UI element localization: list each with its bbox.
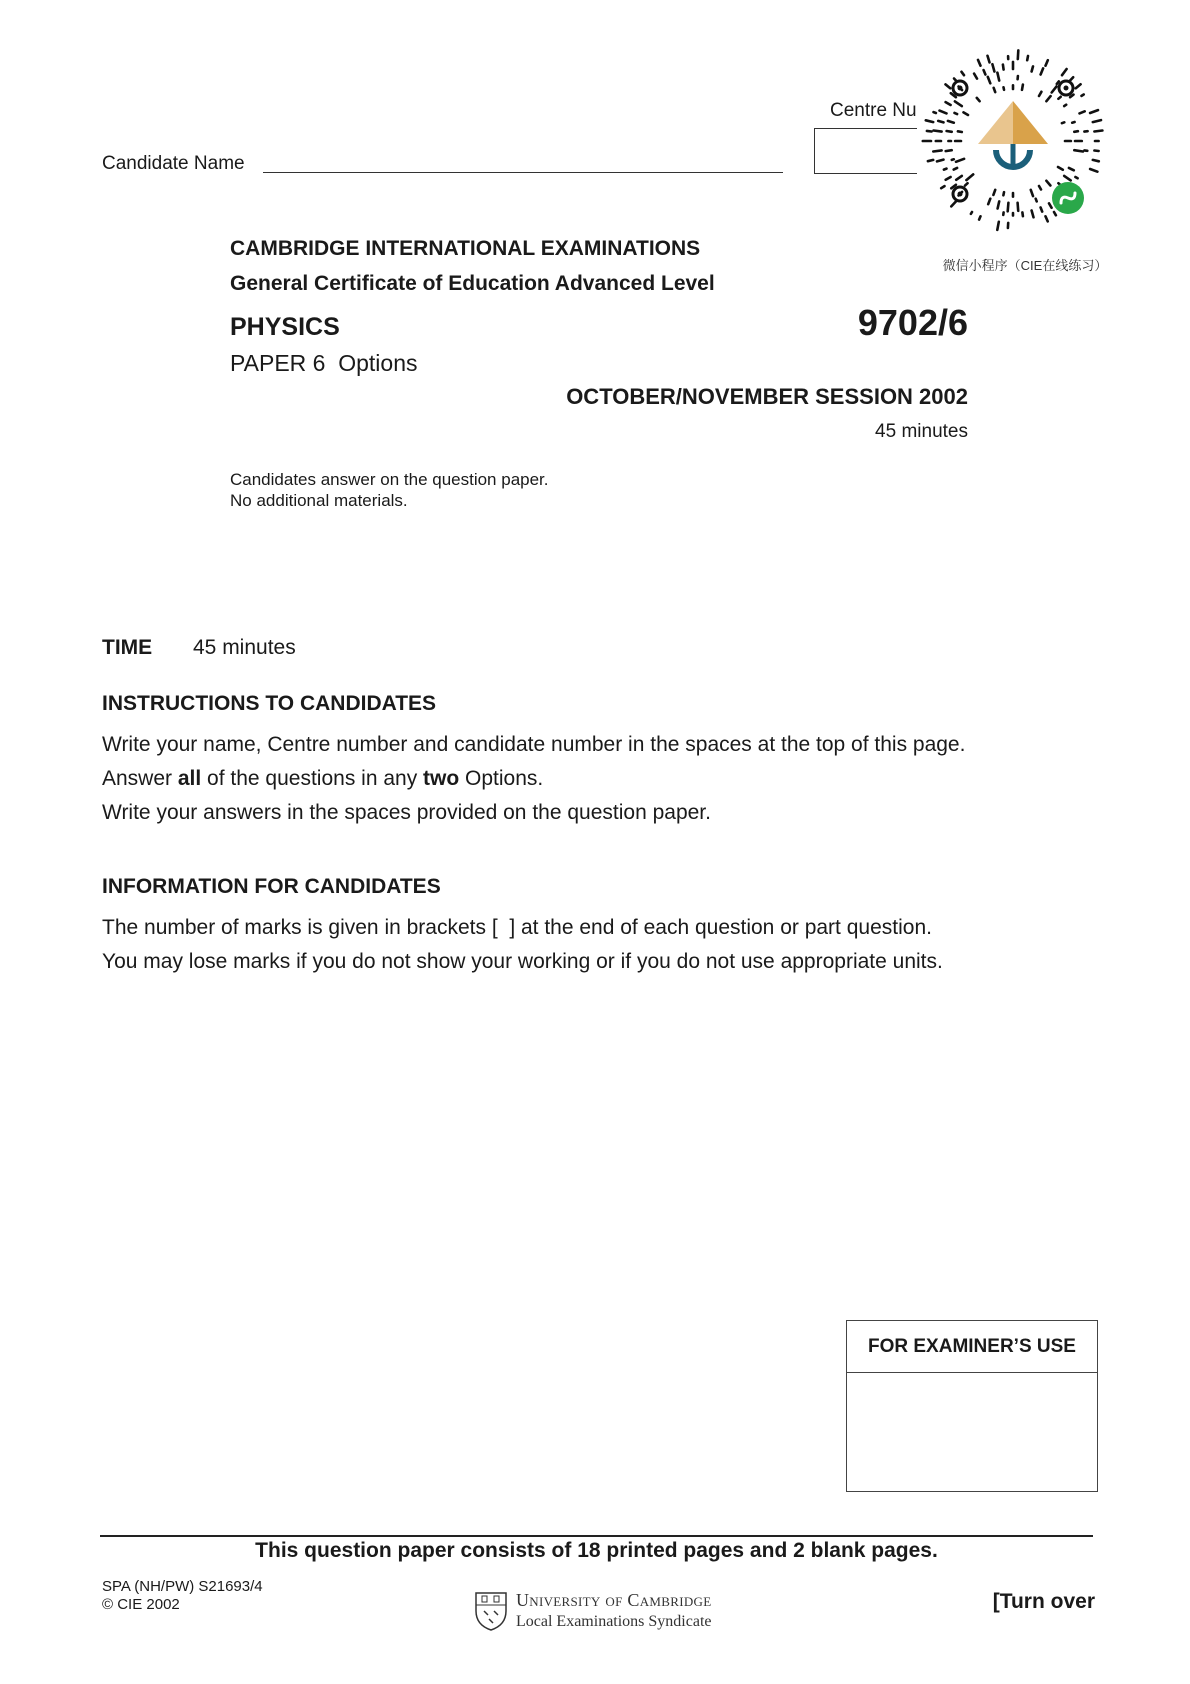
cambridge-crest-icon xyxy=(474,1591,508,1631)
logo-text xyxy=(516,1590,712,1632)
qr-tick xyxy=(955,101,962,106)
qr-tick xyxy=(977,98,980,101)
qr-tick xyxy=(946,102,951,105)
instruction-text: Answer xyxy=(102,767,178,790)
materials-line: No additional materials. xyxy=(230,491,408,510)
qr-tick xyxy=(1080,111,1085,113)
exam-board: CAMBRIDGE INTERNATIONAL EXAMINATIONS xyxy=(230,237,701,260)
qr-tick xyxy=(1074,131,1078,132)
qr-tick xyxy=(993,190,995,195)
qr-tick xyxy=(1093,120,1101,122)
qr-tick xyxy=(934,112,936,113)
qr-tick xyxy=(1064,105,1066,106)
centre-number-label: Centre Nu xyxy=(830,100,917,121)
qr-tick xyxy=(1041,208,1043,212)
qr-tick xyxy=(1090,169,1097,172)
qr-tick xyxy=(1074,150,1083,151)
examiner-use-heading: FOR EXAMINER’S USE xyxy=(847,1321,1097,1373)
qr-tick xyxy=(928,160,933,161)
turn-over-note: [Turn over xyxy=(992,1590,1095,1613)
instruction-text: of the questions in any xyxy=(201,767,424,790)
qr-tick xyxy=(994,88,996,92)
information-line: You may lose marks if you do not show your working or if you do not use appropriate units. xyxy=(102,950,943,973)
qr-tick xyxy=(988,199,990,205)
qr-tick xyxy=(1094,151,1098,152)
subject-title: PHYSICS xyxy=(230,313,340,341)
qr-tick xyxy=(1064,176,1071,181)
qr-tick xyxy=(984,70,986,74)
qr-tick xyxy=(1046,96,1050,101)
qr-tick xyxy=(1062,69,1067,75)
qr-tick xyxy=(946,84,951,88)
qr-tick xyxy=(1094,131,1102,132)
materials-note xyxy=(230,469,549,511)
information-line: The number of marks is given in brackets [ ] at the end of each question or part question. xyxy=(102,916,932,939)
qr-tick xyxy=(978,60,981,66)
reference-code: SPA (NH/PW) S21693/4 xyxy=(102,1578,263,1595)
qr-tick xyxy=(946,150,952,151)
qr-tick xyxy=(1018,50,1019,59)
qr-tick xyxy=(926,120,933,122)
qr-tick xyxy=(951,201,956,207)
qr-tick xyxy=(1032,211,1034,218)
qr-tick xyxy=(1039,186,1041,190)
qr-tick xyxy=(946,177,951,180)
qr-tick xyxy=(1046,216,1048,221)
qr-tick xyxy=(956,176,962,180)
instructions-body xyxy=(102,728,965,830)
qr-tick xyxy=(1022,85,1023,90)
instruction-line: Write your name, Centre number and candidate number in the spaces at the top of this page. xyxy=(102,733,966,756)
qr-tick xyxy=(948,121,954,123)
university-logo xyxy=(474,1590,712,1632)
qr-tick xyxy=(974,74,977,79)
qr-tick xyxy=(1076,84,1081,88)
qr-tick xyxy=(1058,167,1063,170)
qr-tick xyxy=(956,159,964,162)
examiner-marks-area[interactable] xyxy=(847,1373,1097,1491)
qr-tick xyxy=(1032,66,1033,71)
instruction-emphasis-two: two xyxy=(423,767,460,790)
logo-university: University of Cambridge xyxy=(516,1590,712,1610)
qr-tick xyxy=(1054,212,1056,215)
qr-tick xyxy=(966,174,973,180)
qr-tick xyxy=(1004,87,1005,90)
qr-tick xyxy=(1039,92,1041,96)
qr-tick xyxy=(1075,177,1077,178)
qr-tick xyxy=(979,216,980,219)
exam-session: OCTOBER/NOVEMBER SESSION 2002 xyxy=(566,384,968,409)
qr-tick xyxy=(992,64,994,71)
qr-tick xyxy=(964,112,969,115)
qr-tick xyxy=(1090,110,1098,113)
qr-tick xyxy=(944,169,947,170)
copyright: © CIE 2002 xyxy=(102,1596,180,1613)
qr-tick xyxy=(1058,97,1060,99)
information-heading: INFORMATION FOR CANDIDATES xyxy=(102,875,441,898)
qr-tick xyxy=(1062,122,1064,123)
footer-reference xyxy=(102,1578,263,1614)
qr-tick xyxy=(955,113,958,114)
qr-tick xyxy=(1036,199,1037,202)
qr-tick xyxy=(1069,168,1074,170)
qr-tick xyxy=(965,183,968,185)
time-value: 45 minutes xyxy=(193,636,296,659)
qr-tick xyxy=(947,131,952,132)
qr-tick xyxy=(1046,60,1048,65)
qr-tick xyxy=(934,131,942,132)
qr-tick xyxy=(1003,192,1004,195)
qr-tick xyxy=(1027,56,1028,60)
qr-tick xyxy=(988,56,990,63)
qr-tick xyxy=(997,73,999,81)
qr-tick xyxy=(952,159,954,160)
instruction-line xyxy=(102,762,965,796)
footer-divider xyxy=(100,1535,1093,1537)
qr-tick xyxy=(988,77,991,83)
examiner-use-box xyxy=(846,1320,1098,1492)
qualification: General Certificate of Education Advanced Level xyxy=(230,272,715,295)
candidate-name-field[interactable] xyxy=(263,172,783,173)
qr-tick xyxy=(1057,81,1059,84)
qr-tick xyxy=(933,150,941,151)
qr-code-icon xyxy=(918,46,1108,236)
qr-tick xyxy=(962,72,965,75)
qr-tick xyxy=(1082,95,1084,96)
instruction-line: Write your answers in the spaces provided on the question paper. xyxy=(102,801,711,824)
qr-tick xyxy=(1008,203,1009,212)
qr-tick xyxy=(1003,65,1004,70)
qr-tick xyxy=(1046,181,1050,186)
paper-code: 9702/6 xyxy=(857,302,968,343)
qr-tick xyxy=(998,201,1000,208)
materials-line: Candidates answer on the question paper. xyxy=(230,470,549,489)
information-body xyxy=(102,911,943,979)
qr-tick xyxy=(1031,190,1033,196)
qr-tick xyxy=(954,168,957,170)
instructions-heading: INSTRUCTIONS TO CANDIDATES xyxy=(102,692,437,715)
qr-tick xyxy=(1093,160,1099,161)
qr-tick xyxy=(938,121,943,123)
instruction-text: Options. xyxy=(459,767,544,790)
qr-tick xyxy=(1072,122,1074,123)
time-label: TIME xyxy=(102,636,153,659)
qr-tick xyxy=(1018,203,1019,211)
qr-tick xyxy=(940,111,947,114)
paper-name: PAPER 6 Options xyxy=(230,350,418,376)
logo-syndicate: Local Examinations Syndicate xyxy=(516,1613,712,1630)
qr-tick xyxy=(1022,212,1023,216)
qr-tick xyxy=(941,186,944,188)
qr-tick xyxy=(1049,203,1052,207)
qr-tick xyxy=(1041,68,1044,74)
qr-tick xyxy=(937,160,944,162)
page-count-note: This question paper consists of 18 printed pages and 2 blank pages. xyxy=(255,1539,938,1562)
instruction-emphasis-all: all xyxy=(177,767,202,790)
qr-tick xyxy=(1052,86,1057,92)
centre-number-field[interactable] xyxy=(814,128,917,174)
qr-tick xyxy=(997,222,999,230)
qr-tick xyxy=(958,131,962,132)
exam-duration: 45 minutes xyxy=(875,421,968,442)
qr-tick xyxy=(971,212,972,214)
candidate-name-label: Candidate Name xyxy=(102,153,245,174)
qr-tick xyxy=(927,131,932,132)
qr-caption: 微信小程序（CIE在线练习） xyxy=(942,258,1108,273)
